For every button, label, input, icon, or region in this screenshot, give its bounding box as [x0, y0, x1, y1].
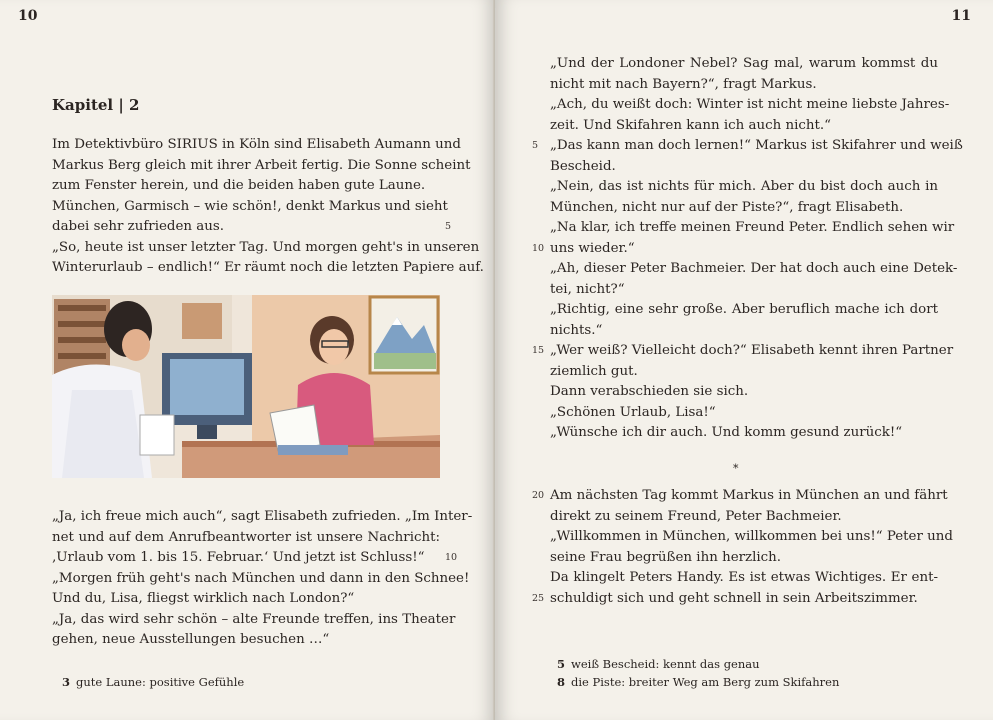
line-text: zum Fenster herein, und die beiden haben gute Laune. — [52, 178, 426, 193]
line-text: „Ach, du weißt doch: Winter ist nicht meine liebste Jahres- — [550, 97, 950, 112]
text-line — [0, 403, 716, 424]
text-line — [0, 136, 963, 157]
line-text: tei, nicht?“ — [550, 281, 625, 297]
text-line — [0, 589, 918, 610]
line-text: „Ja, ich freue mich auch“, sagt Elisabeth zufrieden. „Im Inter- — [52, 509, 473, 524]
text-line — [0, 486, 948, 507]
line-text: „Wünsche ich dir auch. Und komm gesund zurück!“ — [550, 425, 903, 440]
line-text: „Willkommen in München, willkommen bei uns!“ Peter und — [550, 529, 953, 544]
line-text: „Nein, das ist nichts für mich. Aber du bist doch auch in — [550, 179, 938, 194]
line-text: Da klingelt Peters Handy. Es ist etwas Wichtiges. Er ent- — [550, 570, 938, 585]
footnote-text: gute Laune: positive Gefühle — [76, 675, 245, 689]
page-number-left: 10 — [18, 8, 38, 24]
line-text: net und auf dem Anrufbeantworter ist unsere Nachricht: — [52, 529, 440, 545]
footnote-text: weiß Bescheid: kennt das genau — [571, 657, 760, 671]
text-line — [0, 259, 958, 280]
text-line — [0, 75, 817, 96]
line-number: 5 — [445, 221, 452, 232]
line-text: Bescheid. — [550, 158, 616, 174]
line-text: Winterurlaub – endlich!“ Er räumt noch die letzten Papiere auf. — [52, 260, 484, 275]
page-number-right: 11 — [951, 8, 971, 24]
footnote-right-1 — [557, 657, 760, 671]
line-text: ziemlich gut. — [550, 363, 638, 379]
text-line — [0, 321, 603, 342]
line-text: nicht mit nach Bayern?“, fragt Markus. — [550, 76, 817, 92]
text-line — [0, 280, 625, 301]
text-line — [0, 507, 842, 528]
line-text: „Wer weiß? Vielleicht doch?“ Elisabeth kennt ihren Partner — [550, 343, 954, 358]
line-text: direkt zu seinem Freund, Peter Bachmeier. — [550, 508, 842, 524]
line-text: „Na klar, ich treffe meinen Freund Peter. Endlich sehen wir — [550, 220, 955, 235]
text-line — [0, 382, 749, 403]
text-line — [0, 548, 782, 569]
right-text-bottom — [0, 486, 953, 609]
section-separator: * — [733, 462, 739, 475]
line-text: „Und der Londoner Nebel? Sag mal, warum kommst du — [550, 56, 938, 71]
line-text: nichts.“ — [550, 322, 603, 338]
text-line — [0, 116, 832, 137]
line-text: „So, heute ist unser letzter Tag. Und morgen geht's in unseren — [52, 239, 480, 255]
line-text: Am nächsten Tag kommt Markus in München an und fährt — [550, 488, 948, 503]
line-text: Dann verabschieden sie sich. — [550, 384, 749, 399]
line-text: „Ah, dieser Peter Bachmeier. Der hat doch auch eine Detek- — [550, 261, 958, 276]
footnote-number: 3 — [62, 675, 71, 689]
line-text: „Ja, das wird sehr schön – alte Freunde treffen, ins Theater — [52, 611, 456, 627]
line-number: 10 — [532, 242, 545, 254]
line-number: 15 — [532, 345, 545, 356]
right-text-top — [0, 54, 963, 444]
text-line — [0, 300, 938, 321]
line-text: ‚Urlaub vom 1. bis 15. Februar.‘ Und jetzt ist Schluss!“ — [52, 550, 425, 565]
line-text: Im Detektivbüro SIRIUS in Köln sind Elisabeth Aumann und — [52, 137, 461, 152]
line-text: München, nicht nur auf der Piste?“, fragt Elisabeth. — [550, 199, 904, 215]
line-text: München, Garmisch – wie schön!, denkt Markus und sieht — [52, 198, 448, 214]
line-text: dabei sehr zufrieden aus. — [52, 219, 225, 234]
line-text: „Schönen Urlaub, Lisa!“ — [550, 404, 716, 420]
chapter-heading: Kapitel | 2 — [52, 96, 140, 114]
right-page — [495, 0, 993, 720]
text-line — [0, 239, 635, 260]
text-line — [0, 95, 950, 116]
line-text: zeit. Und Skifahren kann ich auch nicht.“ — [550, 117, 832, 133]
footnote-text: die Piste: breiter Weg am Berg zum Skifahren — [571, 675, 840, 689]
text-line — [0, 362, 638, 383]
text-line — [0, 527, 953, 548]
text-line — [0, 218, 955, 239]
line-number: 25 — [532, 592, 545, 604]
line-text: seine Frau begrüßen ihn herzlich. — [550, 549, 782, 565]
line-text: uns wieder.“ — [550, 240, 635, 256]
line-text: schuldigt sich und geht schnell in sein Arbeitszimmer. — [550, 590, 918, 606]
text-line — [0, 610, 495, 631]
line-text: gehen, neue Ausstellungen besuchen …“ — [52, 632, 330, 647]
text-line — [0, 157, 616, 178]
text-line — [0, 198, 904, 219]
line-number: 20 — [532, 490, 545, 501]
line-text: „Das kann man doch lernen!“ Markus ist Skifahrer und weiß — [550, 138, 963, 153]
text-line — [0, 177, 938, 198]
line-number: 5 — [532, 140, 539, 151]
line-number: 10 — [445, 552, 458, 563]
line-text: Markus Berg gleich mit ihrer Arbeit fertig. Die Sonne scheint — [52, 157, 471, 173]
footnote-right-2 — [557, 675, 839, 689]
text-line — [0, 423, 903, 444]
line-text: Und du, Lisa, fliegst wirklich nach London?“ — [52, 591, 355, 606]
text-line — [0, 341, 954, 362]
line-text: „Richtig, eine sehr große. Aber beruflich mache ich dort — [550, 302, 938, 317]
text-line — [0, 630, 495, 651]
footnote-number: 8 — [557, 675, 566, 689]
text-line — [0, 54, 938, 75]
footnote-number: 5 — [557, 657, 566, 671]
footnote-left-1 — [62, 675, 244, 689]
line-text: „Morgen früh geht's nach München und dann in den Schnee! — [52, 570, 470, 586]
text-line — [0, 568, 938, 589]
